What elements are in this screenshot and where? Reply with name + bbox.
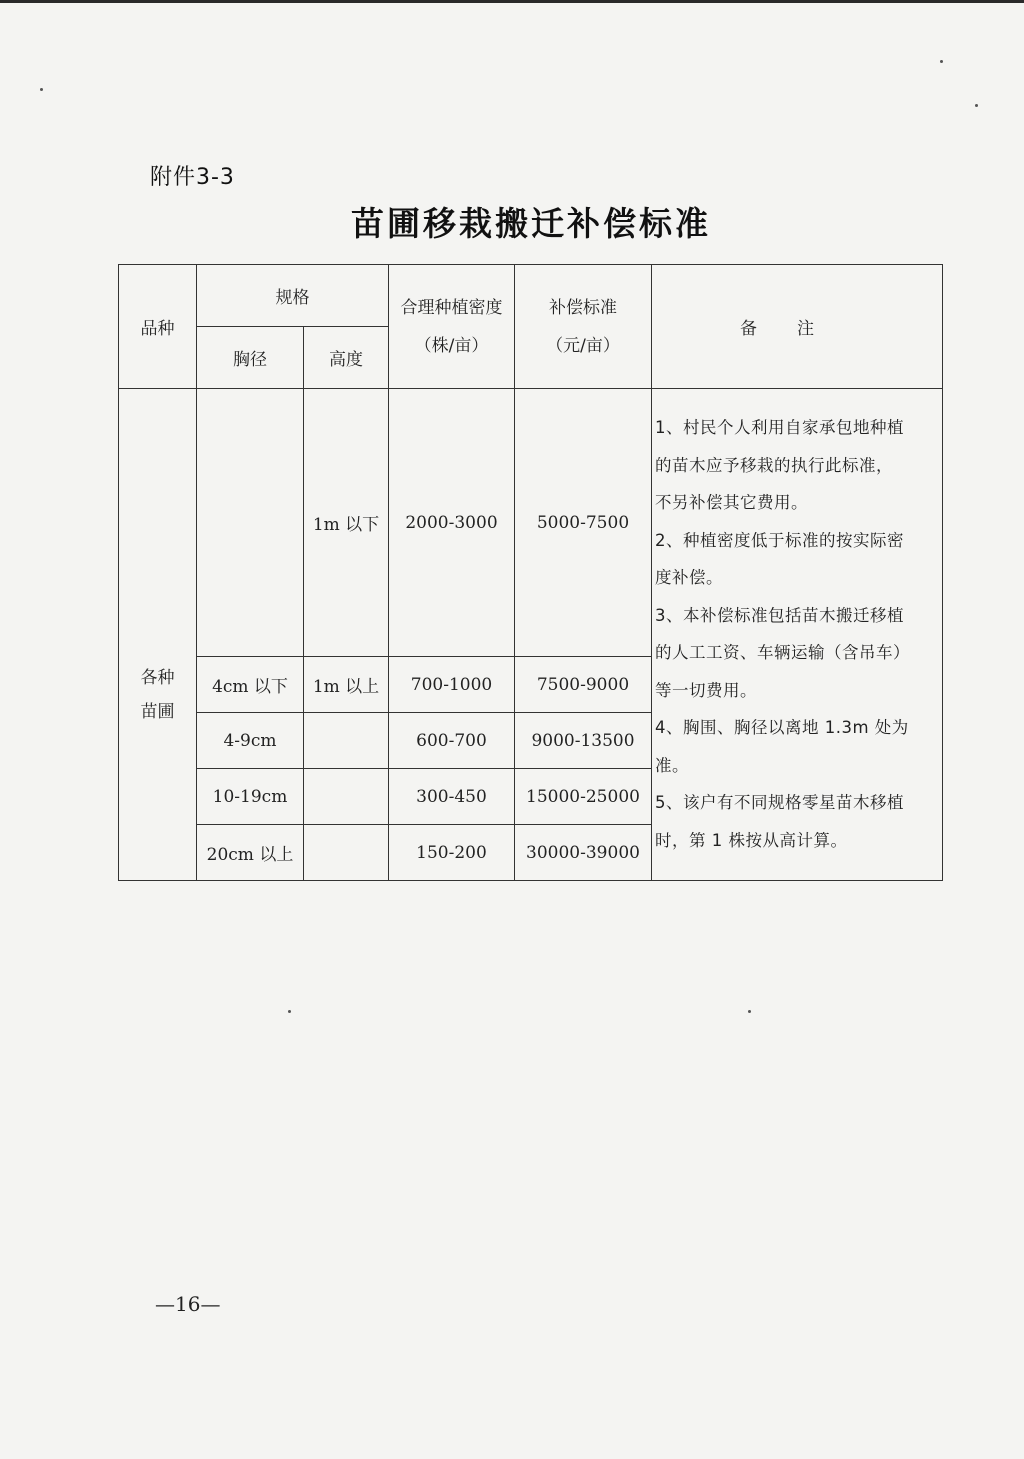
- compensation-cell: 30000-39000: [515, 825, 652, 881]
- variety-cell: [119, 389, 197, 881]
- compensation-cell: 15000-25000: [515, 769, 652, 825]
- notes-cell: [652, 389, 943, 881]
- header-density-unit: （株/亩）: [414, 335, 489, 356]
- note-line: 2、种植密度低于标准的按实际密: [655, 530, 904, 550]
- header-compensation: [515, 265, 652, 389]
- compensation-cell: 9000-13500: [515, 713, 652, 769]
- scan-speck: [940, 60, 943, 63]
- note-line: 的人工工资、车辆运输（含吊车）: [655, 643, 910, 662]
- header-diameter: 胸径: [197, 327, 304, 389]
- note-line: 时，第 1 株按从高计算。: [655, 830, 848, 850]
- height-cell: [304, 769, 389, 825]
- header-notes: 备注: [652, 265, 943, 389]
- note-line: 度补偿。: [655, 568, 723, 587]
- page-top-edge: [0, 0, 1024, 3]
- header-compensation-unit: （元/亩）: [546, 335, 620, 356]
- document-title: 苗圃移栽搬迁补偿标准: [351, 204, 711, 243]
- note-line: 1、村民个人利用自家承包地种植: [655, 418, 904, 437]
- note-line: 4、胸围、胸径以离地 1.3m 处为: [655, 718, 909, 737]
- height-cell: [304, 713, 389, 769]
- header-row-1: [119, 265, 943, 327]
- note-line: 3、本补偿标准包括苗木搬迁移植: [655, 605, 904, 625]
- density-cell: 300-450: [389, 769, 515, 825]
- note-line: 5、该户有不同规格零星苗木移植: [655, 793, 904, 812]
- header-spec: 规格: [197, 265, 389, 327]
- diameter-cell: 4cm 以下: [197, 657, 304, 713]
- note-line: 等一切费用。: [655, 680, 757, 700]
- height-cell: 1m 以下: [304, 389, 389, 657]
- page-number: —16—: [155, 1292, 221, 1316]
- header-variety: 品种: [119, 265, 197, 389]
- header-density-label: 合理种植密度: [400, 297, 503, 318]
- note-line: 不另补偿其它费用。: [655, 493, 808, 512]
- height-cell: 1m 以上: [304, 657, 389, 713]
- diameter-cell: 20cm 以上: [197, 825, 304, 881]
- variety-label-line-1: 各种: [140, 667, 175, 688]
- header-compensation-label: 补偿标准: [549, 297, 617, 318]
- compensation-table-container: [118, 264, 942, 880]
- density-cell: 700-1000: [389, 657, 515, 713]
- diameter-cell: [197, 389, 304, 657]
- compensation-cell: 5000-7500: [515, 389, 652, 657]
- scan-speck: [748, 1010, 751, 1013]
- compensation-cell: 7500-9000: [515, 657, 652, 713]
- header-height: 高度: [304, 327, 389, 389]
- note-line: 的苗木应予移栽的执行此标准，: [655, 455, 893, 475]
- table-row: [119, 389, 943, 657]
- scan-speck: [288, 1010, 291, 1013]
- diameter-cell: 10-19cm: [197, 769, 304, 825]
- height-cell: [304, 825, 389, 881]
- scan-speck: [975, 104, 978, 107]
- compensation-table: [118, 264, 943, 881]
- attachment-label: 附件3-3: [150, 165, 235, 190]
- variety-label-line-2: 苗圃: [140, 701, 175, 722]
- header-density: [389, 265, 515, 389]
- note-line: 准。: [655, 755, 689, 775]
- density-cell: 150-200: [389, 825, 515, 881]
- diameter-cell: 4-9cm: [197, 713, 304, 769]
- scan-speck: [40, 88, 43, 91]
- density-cell: 600-700: [389, 713, 515, 769]
- density-cell: 2000-3000: [389, 389, 515, 657]
